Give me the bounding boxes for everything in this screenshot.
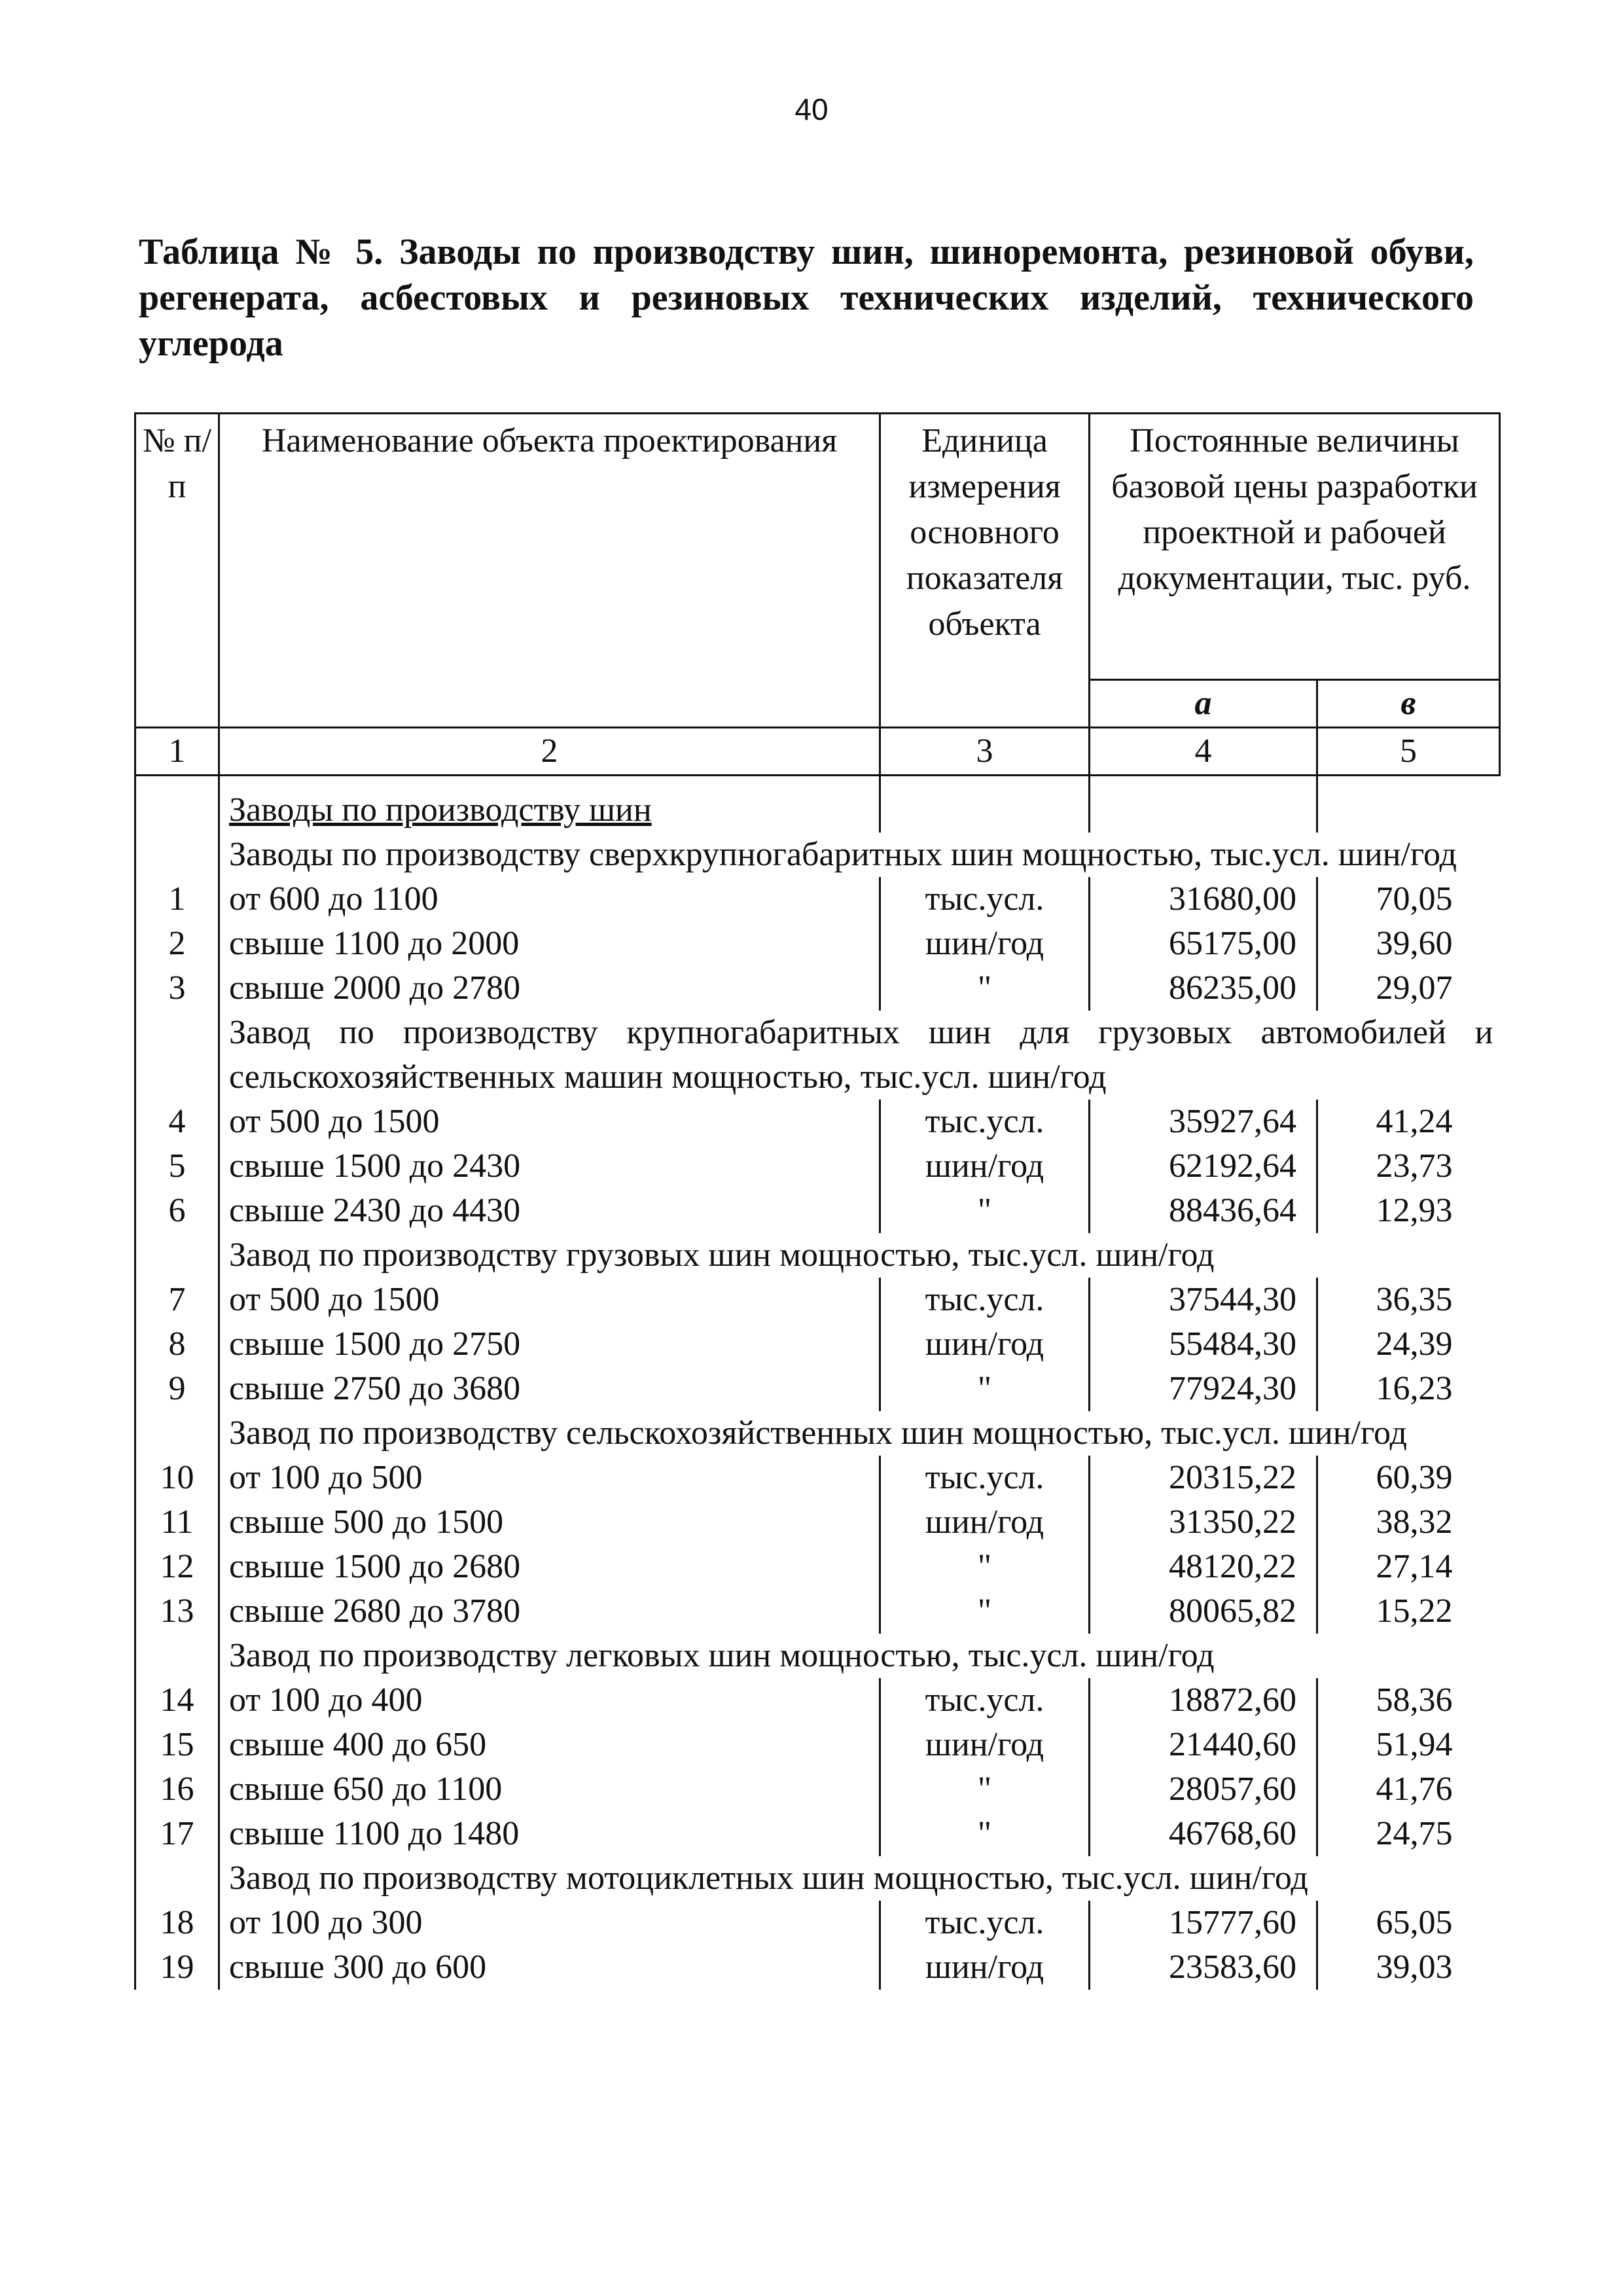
table-row	[135, 922, 1500, 966]
price-b-value: 15,22	[1376, 1592, 1453, 1630]
unit-value: шин/год	[880, 922, 1090, 966]
object-capacity: свыше 2430 до 4430	[229, 1192, 521, 1229]
unit-value: шин/год	[880, 1723, 1090, 1767]
price-a-value: 46768,60	[1090, 1812, 1317, 1856]
row-number: 2	[135, 922, 219, 966]
row-number: 17	[135, 1812, 219, 1856]
object-capacity: от 600 до 1100	[229, 880, 438, 918]
table-row	[135, 1945, 1500, 1990]
object-capacity: свыше 1500 до 2750	[229, 1325, 521, 1363]
group-title: Завод по производству сельскохозяйственных шин мощностью, тыс.усл. шин/год	[229, 1414, 1407, 1452]
price-b-value: 70,05	[1376, 880, 1453, 918]
header-unit: Единица измерения основного показателя объекта	[880, 414, 1090, 728]
object-capacity: свыше 400 до 650	[229, 1726, 487, 1763]
price-b-value: 38,32	[1376, 1503, 1453, 1541]
column-index-4: 4	[1090, 728, 1317, 776]
unit-value: "	[880, 966, 1090, 1011]
price-a-value: 88436,64	[1090, 1189, 1317, 1233]
header-object-name: Наименование объекта проектирования	[219, 414, 880, 728]
table-row	[135, 1278, 1500, 1322]
table-row	[135, 1322, 1500, 1367]
group-title: Завод по производству крупногабаритных шин для грузовых автомобилей и сельскохозяйственных машин мощностью, тыс.усл. шин/год	[229, 1014, 1493, 1096]
table-row	[135, 1100, 1500, 1144]
price-b-value: 39,03	[1376, 1948, 1453, 1986]
row-number: 7	[135, 1278, 219, 1322]
row-number-cell	[135, 1011, 219, 1100]
row-number-cell	[135, 1856, 219, 1901]
group-title-row	[135, 1411, 1500, 1456]
table-row	[135, 1723, 1500, 1767]
price-a-value: 23583,60	[1090, 1945, 1317, 1990]
group-title: Завод по производству грузовых шин мощностью, тыс.усл. шин/год	[229, 1236, 1215, 1274]
table-row	[135, 1812, 1500, 1856]
row-number: 18	[135, 1901, 219, 1945]
object-capacity: свыше 1100 до 1480	[229, 1815, 520, 1852]
group-title: Завод по производству мотоциклетных шин мощностью, тыс.усл. шин/год	[229, 1859, 1308, 1897]
spacer-cell	[1090, 776, 1317, 789]
price-b-value: 60,39	[1376, 1459, 1453, 1496]
unit-value: шин/год	[880, 1144, 1090, 1189]
object-capacity: от 100 до 500	[229, 1459, 423, 1496]
price-a-value: 77924,30	[1090, 1367, 1317, 1411]
group-title-row	[135, 833, 1500, 877]
price-a-value: 15777,60	[1090, 1901, 1317, 1945]
price-b-value: 65,05	[1376, 1904, 1453, 1941]
group-title-row	[135, 1634, 1500, 1678]
unit-value: шин/год	[880, 1322, 1090, 1367]
table-body	[135, 776, 1500, 1990]
group-title: Заводы по производству сверхкрупногабаритных шин мощностью, тыс.усл. шин/год	[229, 836, 1457, 873]
price-b-value: 16,23	[1376, 1370, 1453, 1407]
table-row	[135, 1456, 1500, 1500]
row-number-cell	[135, 788, 219, 833]
price-a-value: 21440,60	[1090, 1723, 1317, 1767]
unit-value: тыс.усл.	[880, 1456, 1090, 1500]
price-a-value: 18872,60	[1090, 1678, 1317, 1723]
price-b-value: 12,93	[1376, 1192, 1453, 1229]
row-number-cell	[135, 1634, 219, 1678]
object-capacity: свыше 2680 до 3780	[229, 1592, 521, 1630]
unit-value: "	[880, 1545, 1090, 1589]
object-capacity: свыше 1500 до 2680	[229, 1548, 521, 1585]
header-base-price: Постоянные величины базовой цены разработки проектной и рабочей документации, тыс. руб.	[1090, 414, 1500, 680]
unit-value: "	[880, 1367, 1090, 1411]
price-b-value: 29,07	[1376, 969, 1453, 1007]
spacer-cell	[219, 776, 880, 789]
column-index-3: 3	[880, 728, 1090, 776]
unit-value: шин/год	[880, 1945, 1090, 1990]
value-a-cell	[1090, 788, 1317, 833]
table-row	[135, 1500, 1500, 1545]
unit-value: шин/год	[880, 1500, 1090, 1545]
table-title: Таблица № 5. Заводы по производству шин, шиноремонта, резиновой обуви, регенерата, асбестовых и резиновых технических изделий, технического углерода	[139, 232, 1474, 364]
object-capacity: свыше 1100 до 2000	[229, 925, 520, 962]
row-number-cell	[135, 833, 219, 877]
unit-value: тыс.усл.	[880, 1100, 1090, 1144]
spacer-cell	[135, 776, 219, 789]
unit-cell	[880, 788, 1090, 833]
column-index-5: 5	[1317, 728, 1500, 776]
section-row	[135, 788, 1500, 833]
price-a-value: 62192,64	[1090, 1144, 1317, 1189]
row-number: 15	[135, 1723, 219, 1767]
table-row	[135, 1367, 1500, 1411]
unit-value: тыс.усл.	[880, 877, 1090, 922]
row-number: 16	[135, 1767, 219, 1812]
price-b-value: 24,75	[1376, 1815, 1453, 1852]
row-number: 13	[135, 1589, 219, 1634]
price-b-value: 58,36	[1376, 1681, 1453, 1719]
group-title-row	[135, 1856, 1500, 1901]
price-table	[134, 412, 1501, 1990]
object-capacity: свыше 500 до 1500	[229, 1503, 504, 1541]
object-capacity: от 100 до 300	[229, 1904, 423, 1941]
spacer-cell	[880, 776, 1090, 789]
price-a-value: 37544,30	[1090, 1278, 1317, 1322]
group-title-row	[135, 1233, 1500, 1278]
price-a-value: 48120,22	[1090, 1545, 1317, 1589]
price-a-value: 35927,64	[1090, 1100, 1317, 1144]
unit-value: тыс.усл.	[880, 1678, 1090, 1723]
row-number: 1	[135, 877, 219, 922]
price-b-value: 51,94	[1376, 1726, 1453, 1763]
table-row	[135, 1545, 1500, 1589]
object-capacity: свыше 650 до 1100	[229, 1770, 503, 1808]
table-row	[135, 1901, 1500, 1945]
row-number: 4	[135, 1100, 219, 1144]
price-b-value: 36,35	[1376, 1281, 1453, 1318]
object-capacity: свыше 2750 до 3680	[229, 1370, 521, 1407]
price-b-value: 41,76	[1376, 1770, 1453, 1808]
price-a-value: 31680,00	[1090, 877, 1317, 922]
price-a-value: 80065,82	[1090, 1589, 1317, 1634]
row-number: 6	[135, 1189, 219, 1233]
section-title: Заводы по производству шин	[229, 791, 652, 829]
table-row	[135, 1678, 1500, 1723]
object-capacity: свыше 1500 до 2430	[229, 1147, 521, 1185]
group-title: Завод по производству легковых шин мощностью, тыс.усл. шин/год	[229, 1637, 1215, 1674]
row-number: 11	[135, 1500, 219, 1545]
row-number: 19	[135, 1945, 219, 1990]
group-title-row	[135, 1011, 1500, 1100]
price-b-value: 23,73	[1376, 1147, 1453, 1185]
value-b-cell	[1317, 788, 1500, 833]
table-row	[135, 877, 1500, 922]
row-number: 3	[135, 966, 219, 1011]
price-a-value: 31350,22	[1090, 1500, 1317, 1545]
unit-value: "	[880, 1589, 1090, 1634]
table-row	[135, 1144, 1500, 1189]
object-capacity: от 100 до 400	[229, 1681, 423, 1719]
object-capacity: от 500 до 1500	[229, 1103, 440, 1140]
row-number: 14	[135, 1678, 219, 1723]
column-index-1: 1	[135, 728, 219, 776]
price-a-value: 86235,00	[1090, 966, 1317, 1011]
price-a-value: 65175,00	[1090, 922, 1317, 966]
header-number: № п/п	[135, 414, 219, 728]
price-a-value: 55484,30	[1090, 1322, 1317, 1367]
table-row	[135, 1189, 1500, 1233]
table-row	[135, 1589, 1500, 1634]
page-number: 40	[794, 92, 829, 126]
price-b-value: 39,60	[1376, 925, 1453, 962]
row-number: 5	[135, 1144, 219, 1189]
object-capacity: от 500 до 1500	[229, 1281, 440, 1318]
unit-value: тыс.усл.	[880, 1278, 1090, 1322]
spacer-row	[135, 776, 1500, 789]
object-capacity: свыше 2000 до 2780	[229, 969, 521, 1007]
header-sub-b: в	[1317, 680, 1500, 728]
table-header	[135, 414, 1500, 776]
price-b-value: 41,24	[1376, 1103, 1453, 1140]
spacer-cell	[1317, 776, 1500, 789]
price-a-value: 28057,60	[1090, 1767, 1317, 1812]
row-number: 10	[135, 1456, 219, 1500]
row-number-cell	[135, 1411, 219, 1456]
unit-value: тыс.усл.	[880, 1901, 1090, 1945]
column-index-2: 2	[219, 728, 880, 776]
header-sub-a: а	[1090, 680, 1317, 728]
unit-value: "	[880, 1189, 1090, 1233]
row-number-cell	[135, 1233, 219, 1278]
row-number: 8	[135, 1322, 219, 1367]
unit-value: "	[880, 1767, 1090, 1812]
table-row	[135, 1767, 1500, 1812]
price-b-value: 24,39	[1376, 1325, 1453, 1363]
row-number: 12	[135, 1545, 219, 1589]
price-b-value: 27,14	[1376, 1548, 1453, 1585]
row-number: 9	[135, 1367, 219, 1411]
price-a-value: 20315,22	[1090, 1456, 1317, 1500]
unit-value: "	[880, 1812, 1090, 1856]
table-row	[135, 966, 1500, 1011]
object-capacity: свыше 300 до 600	[229, 1948, 487, 1986]
